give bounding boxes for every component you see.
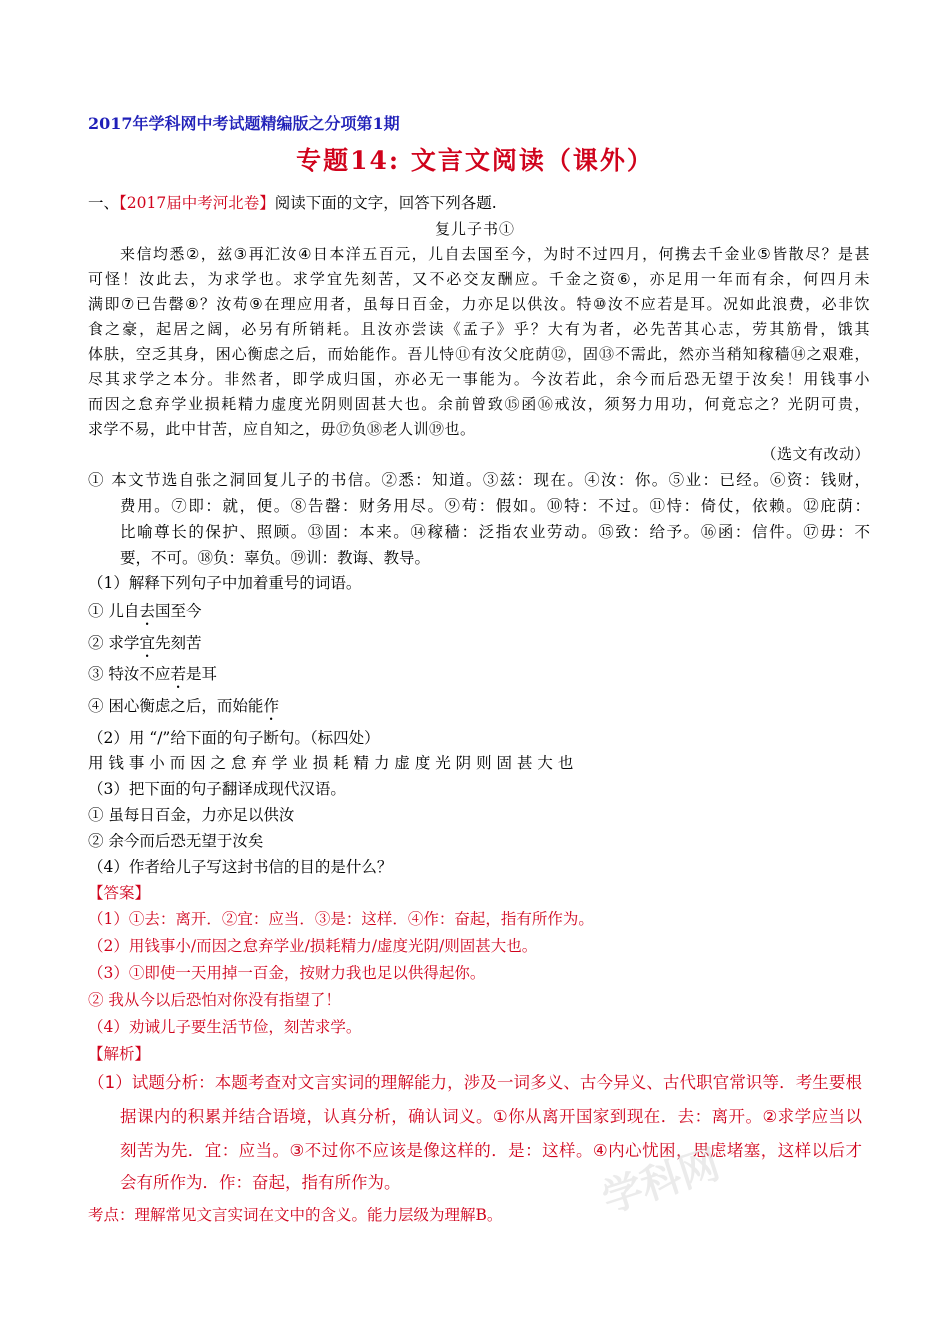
footnote-line: 比喻尊长的保护、照顾。⑬固：本来。⑭稼穑：泛指农业劳动。⑮致：给予。⑯函：信件。⑰毋：不 xyxy=(120,523,870,541)
footnote-line: ① 本文节选自张之洞回复儿子的书信。②悉：知道。③兹：现在。④汝：你。⑤业：已经。⑥资：钱财， xyxy=(88,471,870,489)
question-number: 一、 xyxy=(88,194,120,212)
q3-stem: （3）把下面的句子翻译成现代汉语。 xyxy=(88,780,346,798)
emphasized-word: 若 xyxy=(170,665,186,683)
document-header: 2017年学科网中考试题精编版之分项第1期 xyxy=(88,114,400,133)
q3-item: ① 虽每日百金，力亦足以供汝 xyxy=(88,806,295,824)
question-prompt: 阅读下面的文字，回答下列各题. xyxy=(274,194,497,212)
passage-line: 而因之怠弃学业损耗精力虚度光阴则固甚大也。余前曾致⑮函⑯戒汝，须努力用功，何竟忘之？光阴可贵， xyxy=(88,395,870,413)
passage-line: 来信均悉②，兹③再汇汝④日本洋五百元，儿自去国至今，为时不过四月，何携去千金业⑤皆散尽？是甚 xyxy=(120,245,870,263)
analysis-line: 刻苦为先．宜：应当。③不过你不应该是像这样的．是：这样。④内心忧困，思虑堵塞，这样以后才 xyxy=(120,1141,862,1160)
question-source: 【2017届中考河北卷】 xyxy=(119,194,275,212)
q1-item: ① 儿自去国至今 xyxy=(88,602,202,620)
page-title: 专题14: 文言文阅读（课外） xyxy=(296,146,654,175)
passage-line: 求学不易，此中甘苦，应自知之，毋⑰负⑱老人训⑲也。 xyxy=(88,420,476,438)
question-intro xyxy=(88,193,497,213)
q2-stem: （2）用 “/”给下面的句子断句。（标四处） xyxy=(88,729,380,747)
emphasized-word: 去 xyxy=(139,602,155,620)
analysis-label: 【解析】 xyxy=(88,1045,151,1063)
footnote-line: 费用。⑦即：就，便。⑧告罄：财务用尽。⑨苟：假如。⑩特：不过。⑪恃：倚仗，依赖。⑫庇荫： xyxy=(120,497,870,515)
watermark-graphic: 学科网 xyxy=(596,1141,726,1223)
q1-item: ② 求学宜先刻苦 xyxy=(88,634,202,652)
analysis-line: 会有所作为．作：奋起，指有所作为。 xyxy=(120,1173,401,1192)
answer-line: （1）①去：离开．②宜：应当．③是：这样．④作：奋起，指有所作为。 xyxy=(88,910,594,928)
passage-line: 尽其求学之本分。非然者，即学成归国，亦必无一事能为。今汝若此，余今而后恐无望于汝矣！用钱事小 xyxy=(88,370,870,388)
q3-item: ② 余今而后恐无望于汝矣 xyxy=(88,832,264,850)
kaodian-line: 考点：理解常见文言实词在文中的含义。能力层级为理解B。 xyxy=(88,1206,503,1224)
analysis-line: 据课内的积累并结合语境，认真分析，确认词义。①你从离开国家到现在．去：离开。②求学应当以 xyxy=(120,1107,862,1126)
passage-line: 可怪！汝此去，为求学也。求学宜先刻苦，又不必交友酬应。千金之资⑥，亦足用一年而有余，何四月未 xyxy=(88,270,870,288)
emphasized-word: 宜 xyxy=(139,634,155,652)
analysis-line: （1）试题分析：本题考查对文言实词的理解能力，涉及一词多义、古今异义、古代职官常识等．考生要根 xyxy=(88,1073,862,1092)
answer-line: （3）①即使一天用掉一百金，按财力我也足以供得起你。 xyxy=(88,964,486,982)
q1-item: ④ 困心衡虑之后，而始能作 xyxy=(88,697,279,715)
emphasized-word: 作 xyxy=(263,697,279,715)
q1-item: ③ 特汝不应若是耳 xyxy=(88,665,217,683)
answer-line: ② 我从今以后恐怕对你没有指望了！ xyxy=(88,991,341,1009)
answer-line: （4）劝诫儿子要生活节俭，刻苦求学。 xyxy=(88,1018,362,1036)
passage-line: 食之豪，起居之阔，必另有所销耗。且汝亦尝读《孟子》乎？大有为者，必先苦其心志，劳其筋骨，饿其 xyxy=(88,320,870,338)
passage-line: 满即⑦已告罄⑧？汝苟⑨在理应用者，虽每日百金，力亦足以供汝。特⑩汝不应若是耳。况如此浪费，必非饮 xyxy=(88,295,870,313)
q2-sentence: 用 钱 事 小 而 因 之 怠 弃 学 业 损 耗 精 力 虚 度 光 阴 则 固 甚 大 也 xyxy=(88,754,574,772)
passage-title: 复儿子书① xyxy=(434,220,515,238)
passage-line: 体肤，空乏其身，困心衡虑之后，而始能作。吾儿恃⑪有汝父庇荫⑫，固⑬不需此，然亦当稍知稼穑⑭之艰难， xyxy=(88,345,870,363)
passage-source: （选文有改动） xyxy=(761,445,870,463)
answer-label: 【答案】 xyxy=(88,884,151,902)
footnote-line: 要，不可。⑱负：辜负。⑲训：教诲、教导。 xyxy=(120,549,431,567)
q1-stem: （1）解释下列句子中加着重号的词语。 xyxy=(88,574,362,592)
answer-line: （2）用钱事小/而因之怠弃学业/损耗精力/虚度光阴/则固甚大也。 xyxy=(88,937,538,955)
q4-stem: （4）作者给儿子写这封书信的目的是什么？ xyxy=(88,858,393,876)
